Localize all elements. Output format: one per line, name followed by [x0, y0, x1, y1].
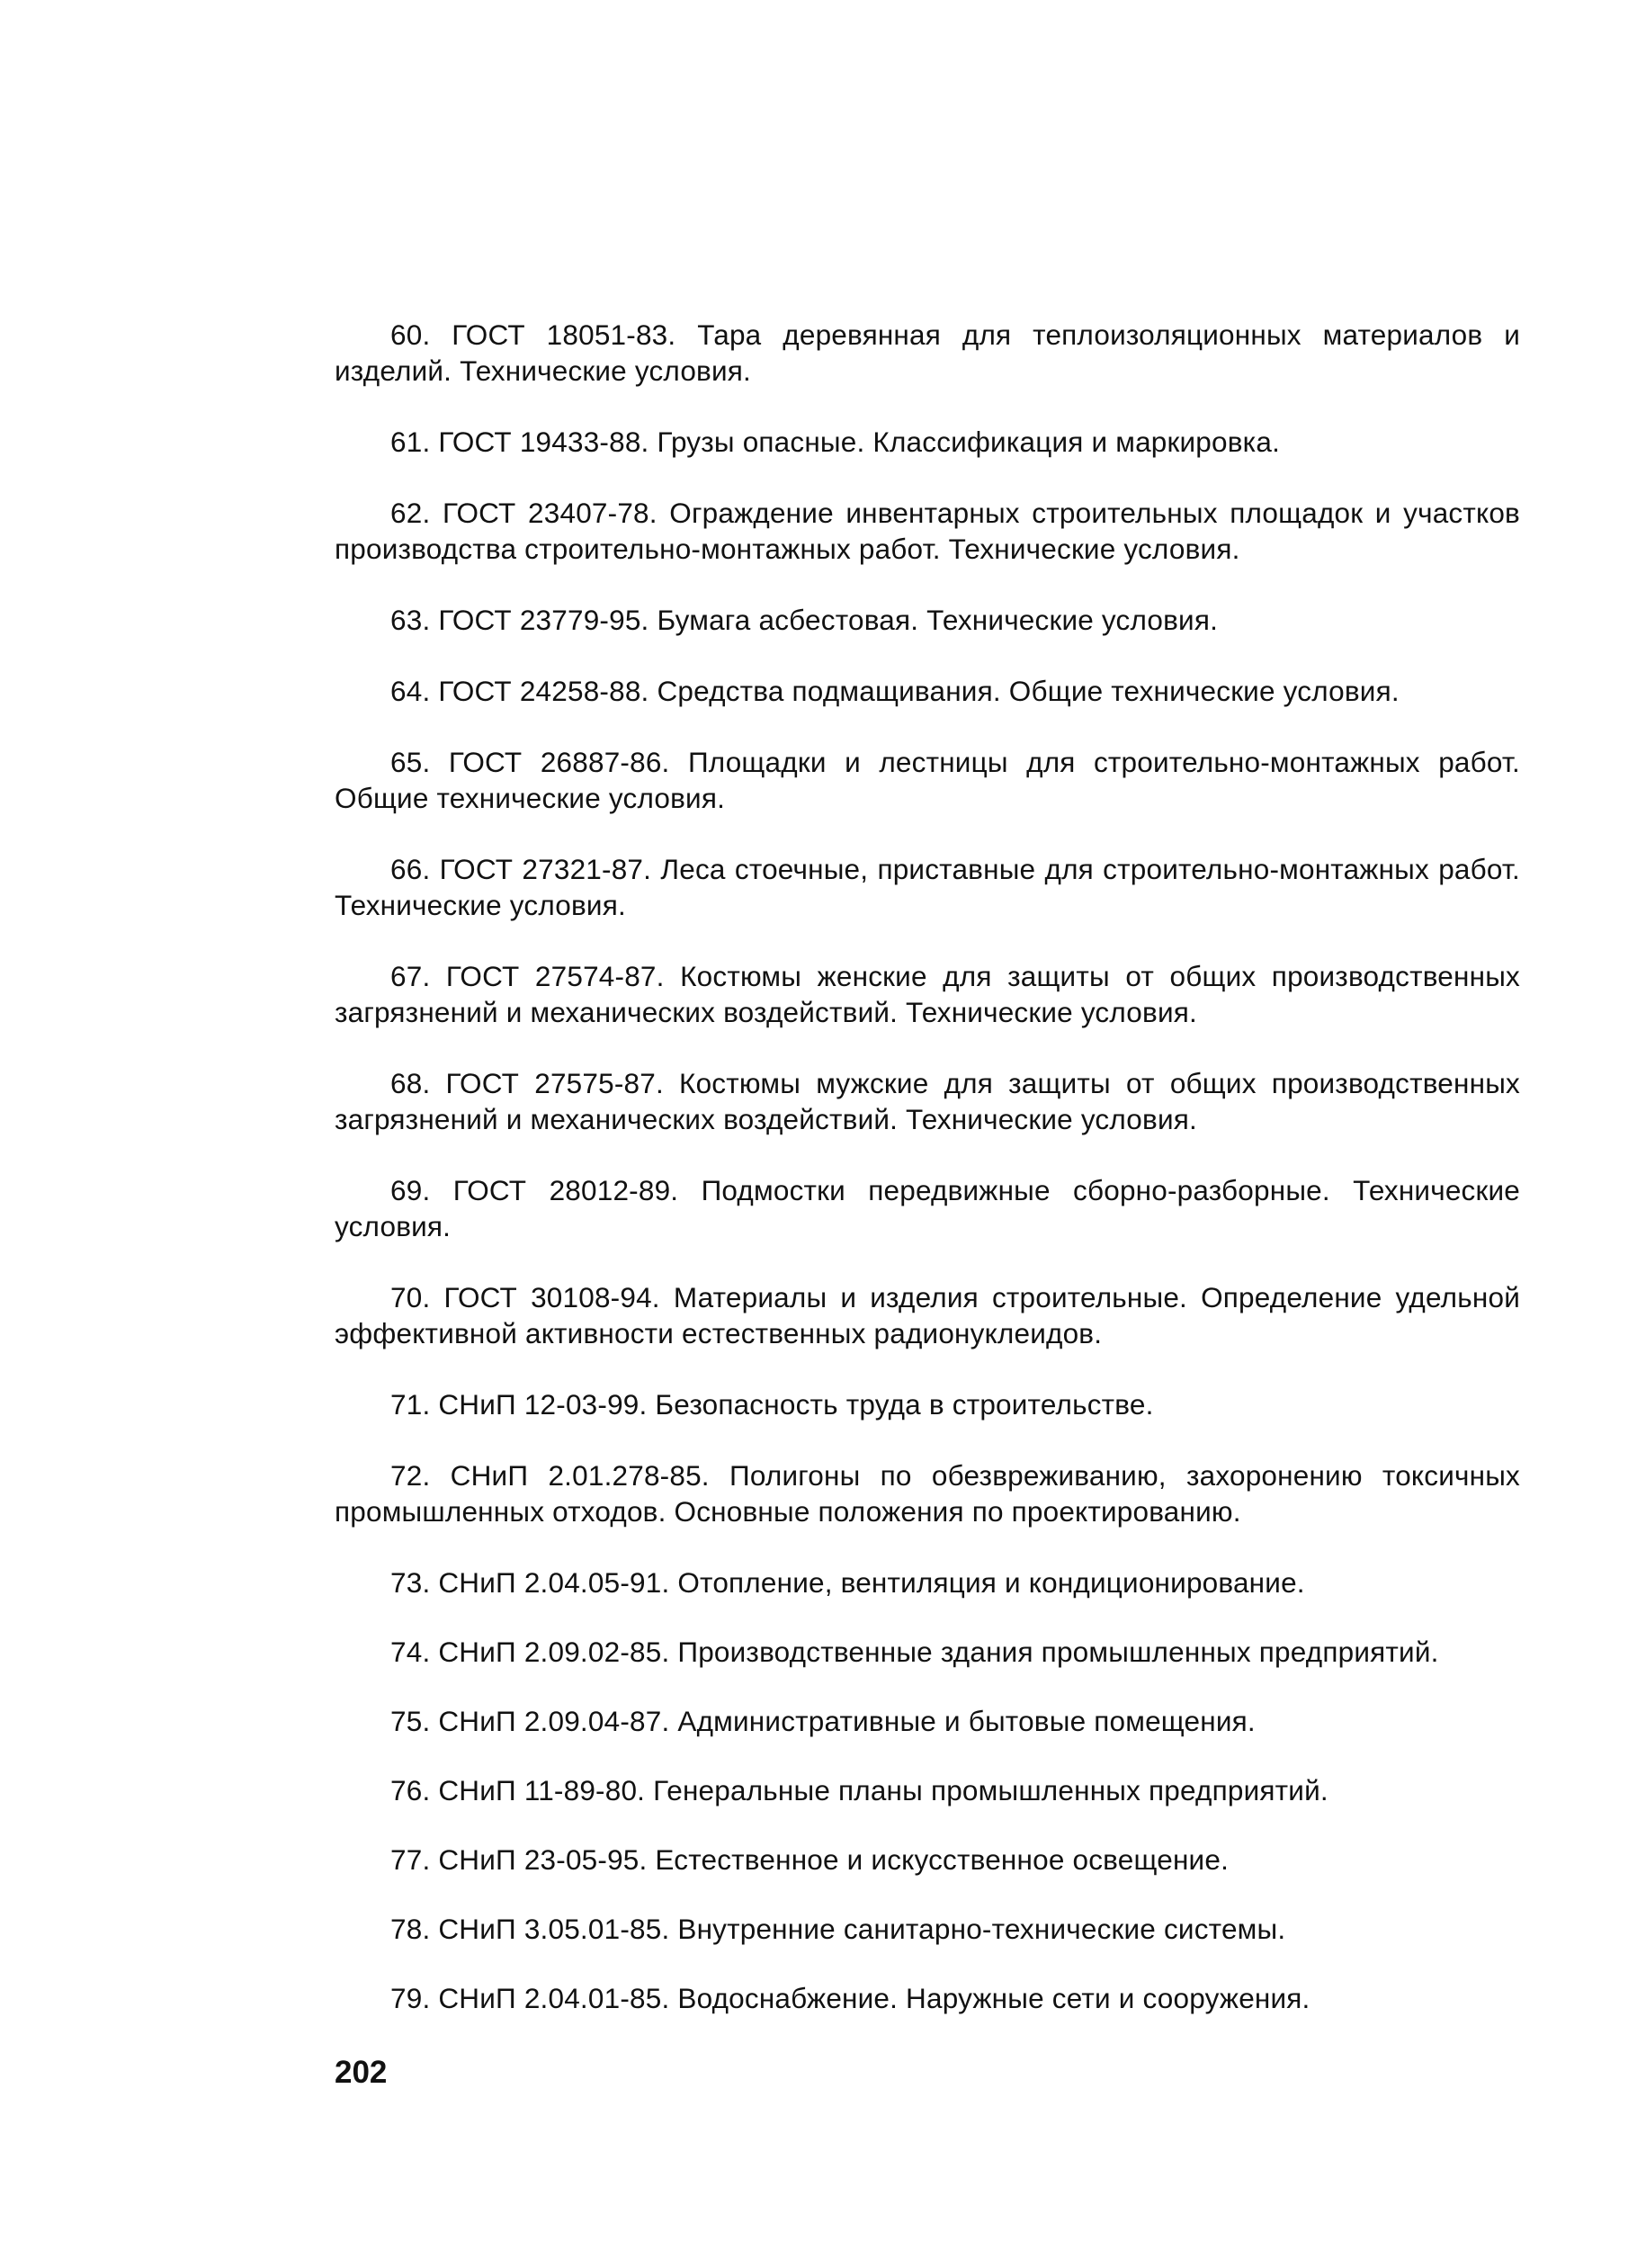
- reference-item-60: 60. ГОСТ 18051-83. Тара деревянная для теплоизоляционных материалов и изделий. Технические условия.: [335, 318, 1520, 387]
- reference-item-63: 63. ГОСТ 23779-95. Бумага асбестовая. Технические условия.: [390, 604, 1219, 636]
- reference-item-69: 69. ГОСТ 28012-89. Подмостки передвижные сборно-разборные. Технические условия.: [335, 1174, 1520, 1242]
- reference-item-67: 67. ГОСТ 27574-87. Костюмы женские для защиты от общих производственных загрязнений и механических воздействий. Технические условия.: [335, 960, 1520, 1028]
- reference-item-73: 73. СНиП 2.04.05-91. Отопление, вентиляция и кондиционирование.: [390, 1566, 1305, 1599]
- reference-item-65: 65. ГОСТ 26887-86. Площадки и лестницы для строительно-монтажных работ. Общие технические условия.: [335, 746, 1520, 814]
- reference-list: [335, 317, 1520, 2049]
- reference-item-71: 71. СНиП 12-03-99. Безопасность труда в строительстве.: [390, 1388, 1154, 1421]
- reference-item-78: 78. СНиП 3.05.01-85. Внутренние санитарно-технические системы.: [390, 1913, 1286, 1945]
- reference-item-75: 75. СНиП 2.09.04-87. Административные и бытовые помещения.: [390, 1705, 1256, 1737]
- reference-item-61: 61. ГОСТ 19433-88. Грузы опасные. Классификация и маркировка.: [390, 426, 1281, 458]
- reference-item-64: 64. ГОСТ 24258-88. Средства подмащивания. Общие технические условия.: [390, 675, 1400, 707]
- reference-item-66: 66. ГОСТ 27321-87. Леса стоечные, приставные для строительно-монтажных работ. Технические условия.: [335, 853, 1520, 921]
- reference-item-72: 72. СНиП 2.01.278-85. Полигоны по обезвреживанию, захоронению токсичных промышленных отходов. Основные положения по проектированию.: [335, 1459, 1520, 1528]
- reference-item-62: 62. ГОСТ 23407-78. Ограждение инвентарных строительных площадок и участков производства строительно-монтажных работ. Технические условия.: [335, 497, 1520, 565]
- reference-item-68: 68. ГОСТ 27575-87. Костюмы мужские для защиты от общих производственных загрязнений и механических воздействий. Технические условия.: [335, 1067, 1520, 1135]
- reference-item-77: 77. СНиП 23-05-95. Естественное и искусственное освещение.: [390, 1843, 1230, 1876]
- reference-item-74: 74. СНиП 2.09.02-85. Производственные здания промышленных предприятий.: [390, 1636, 1439, 1668]
- reference-item-76: 76. СНиП 11-89-80. Генеральные планы промышленных предприятий.: [390, 1774, 1328, 1806]
- page-number: 202: [335, 2055, 388, 2090]
- reference-item-70: 70. ГОСТ 30108-94. Материалы и изделия строительные. Определение удельной эффективной активности естественных радионуклеидов.: [335, 1281, 1520, 1349]
- reference-item-79: 79. СНиП 2.04.01-85. Водоснабжение. Наружные сети и сооружения.: [390, 1982, 1310, 2014]
